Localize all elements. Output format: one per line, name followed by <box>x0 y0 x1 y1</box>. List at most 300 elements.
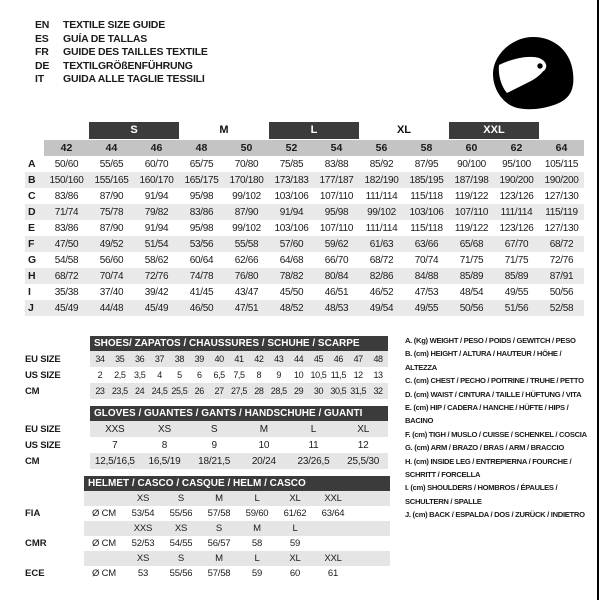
glove-size-value: L <box>310 423 317 435</box>
glove-size-value: 10 <box>258 439 270 451</box>
row-values <box>84 536 390 551</box>
shoe-size-value: 35 <box>115 354 125 364</box>
measurement-value: 83/86 <box>189 206 214 218</box>
shoe-size-value: 28,5 <box>270 386 287 396</box>
row-letter: B <box>28 174 36 186</box>
row-letter: J <box>28 302 34 314</box>
helmet-value-row <box>25 506 390 521</box>
measurement-value: 99/102 <box>232 222 261 234</box>
size-number-row <box>25 140 584 156</box>
table-row <box>25 383 388 399</box>
size-number: 50 <box>224 140 269 156</box>
glove-size-value: 25,5/30 <box>347 455 380 467</box>
language-name: GUÍA DE TALLAS <box>63 32 148 45</box>
shoe-size-value: 23 <box>95 386 105 396</box>
measurement-value: 75/78 <box>99 206 124 218</box>
glove-size-value: 23/26,5 <box>297 455 330 467</box>
shoe-size-value: 39 <box>194 354 204 364</box>
helmet-size-label: M <box>253 523 261 534</box>
row-values <box>84 566 390 581</box>
helmet-size-value: 55/56 <box>169 568 193 579</box>
helmet-size-value: 57/58 <box>207 568 231 579</box>
shoe-size-value: 30 <box>313 386 324 396</box>
size-group-label: M <box>219 124 229 136</box>
measurement-value: 48/53 <box>324 302 349 314</box>
legend-item: J. (cm) BACK / ESPALDA / DOS / ZURÜCK / INDIETRO <box>405 510 585 520</box>
helmet-size-label: XXL <box>324 553 342 564</box>
size-group-label: XXL <box>449 122 539 139</box>
legend-item: G. (cm) ARM / BRAZO / BRAS / ARM / BRACCIO <box>405 443 564 453</box>
measurement-value: 83/88 <box>324 158 349 170</box>
helmet-size-value: 61/62 <box>283 508 307 519</box>
language-code: ES <box>35 32 49 45</box>
measurement-value: 83/86 <box>54 222 79 234</box>
size-number: 62 <box>494 140 539 156</box>
helmet-size-label: S <box>177 493 185 504</box>
glove-size-value: 20/24 <box>251 455 276 467</box>
size-number: 64 <box>539 140 584 156</box>
glove-size-value: XXS <box>105 423 125 435</box>
measurement-value: 51/54 <box>144 238 169 250</box>
legend-item: C. (cm) CHEST / PECHO / POITRINE / TRUHE / PETTO <box>405 376 584 386</box>
measurement-value: 83/86 <box>54 190 79 202</box>
measurement-value: 170/180 <box>229 174 264 186</box>
measurement-value: 70/74 <box>414 254 439 266</box>
row-values <box>84 506 390 521</box>
measurement-value: 52/58 <box>549 302 574 314</box>
measurement-value: 111/114 <box>365 190 398 202</box>
table-row-label: EU SIZE <box>25 353 61 365</box>
row-letter: G <box>28 254 37 266</box>
measurement-value: 70/74 <box>99 270 124 282</box>
helmet-size-label: M <box>215 553 223 564</box>
measurement-value: 91/94 <box>279 206 304 218</box>
measurement-value: 150/160 <box>49 174 84 186</box>
measurement-row <box>25 156 584 172</box>
language-code: FR <box>35 46 49 59</box>
shoe-size-value: 2,5 <box>114 370 126 380</box>
table-row-label: CM <box>25 455 40 467</box>
row-letter: C <box>28 190 36 202</box>
shoe-size-value: 7,5 <box>233 370 245 380</box>
measurement-value: 95/98 <box>189 190 214 202</box>
measurement-value: 68/72 <box>54 270 79 282</box>
table-row-label: EU SIZE <box>25 423 61 435</box>
shoe-size-value: 32 <box>373 386 383 396</box>
measurement-value: 54/58 <box>54 254 79 266</box>
measurement-value: 46/50 <box>189 302 214 314</box>
row-values <box>90 351 388 367</box>
helmet-size-row <box>25 521 390 536</box>
shoe-size-value: 43 <box>274 354 284 364</box>
measurement-value: 173/183 <box>274 174 309 186</box>
measurement-row <box>25 188 584 204</box>
measurement-value: 50/56 <box>459 302 484 314</box>
measurement-value: 91/94 <box>144 190 169 202</box>
measurement-value: 90/100 <box>457 158 486 170</box>
shoe-size-value: 25,5 <box>171 386 188 396</box>
shoe-size-value: 44 <box>293 354 304 364</box>
measurement-value: 55/65 <box>99 158 124 170</box>
measurement-value: 103/106 <box>274 222 309 234</box>
helmet-size-label: XL <box>289 553 301 564</box>
measurement-value: 59/62 <box>324 238 349 250</box>
language-code: EN <box>35 19 50 31</box>
shoe-size-value: 27,5 <box>231 386 247 396</box>
measurement-value: 48/52 <box>279 302 304 314</box>
legend-item: H. (cm) INSIDE LEG / ENTREPIERNA / FOURCHE / SCHRITT / FORCELLA <box>405 456 572 480</box>
measurement-row <box>25 284 584 300</box>
measurement-value: 49/55 <box>504 286 529 298</box>
row-values <box>84 551 390 566</box>
shoe-size-value: 34 <box>95 354 105 364</box>
language-name: TEXTILGRÖßENFÜHRUNG <box>63 59 193 72</box>
helmet-standard-label: ECE <box>25 568 45 579</box>
table-row <box>25 453 388 469</box>
language-header <box>35 19 208 87</box>
size-group-row <box>25 122 584 139</box>
glove-size-value: XS <box>158 423 171 435</box>
measurement-value: 115/119 <box>545 206 578 218</box>
measurement-value: 119/122 <box>454 190 489 202</box>
measurement-value: 68/72 <box>549 238 574 250</box>
measurement-value: 70/80 <box>234 158 259 170</box>
measurement-value: 46/51 <box>324 286 349 298</box>
helmet-size-label: L <box>292 523 298 534</box>
measurement-value: 58/62 <box>144 254 169 266</box>
shoes-table <box>25 336 388 399</box>
gloves-table <box>25 406 388 469</box>
row-values <box>84 491 390 506</box>
measurement-value: 99/102 <box>232 190 261 202</box>
row-letter: F <box>28 238 35 250</box>
language-name: GUIDA ALLE TAGLIE TESSILI <box>63 73 205 86</box>
language-code: IT <box>35 73 44 86</box>
shoe-size-value: 9 <box>276 370 282 380</box>
helmet-size-label: XL <box>289 493 301 504</box>
measurement-value: 71/75 <box>504 254 529 266</box>
measurement-value: 111/114 <box>365 222 398 234</box>
helmet-size-value: 63/64 <box>321 508 345 519</box>
row-letter: E <box>28 222 36 234</box>
textile-size-table <box>25 122 584 316</box>
table-row-label: US SIZE <box>25 439 61 451</box>
legend-item: F. (cm) TIGH / MUSLO / CUISSE / SCHENKEL / COSCIA <box>405 429 587 439</box>
measurement-value: 105/115 <box>544 158 579 170</box>
measurement-value: 85/92 <box>369 158 394 170</box>
helmet-size-row <box>25 551 390 566</box>
size-number: 52 <box>269 140 314 156</box>
helmet-size-label: XS <box>174 523 188 534</box>
measurement-row <box>25 172 584 188</box>
legend-item: A. (Kg) WEIGHT / PESO / POIDS / GEWITCH / PESO <box>405 336 576 345</box>
measurement-value: 49/52 <box>99 238 124 250</box>
glove-size-value: 7 <box>112 439 118 451</box>
measurement-value: 39/42 <box>144 286 169 298</box>
measurement-value: 111/114 <box>500 206 533 218</box>
measurement-value: 46/52 <box>369 286 394 298</box>
glove-size-value: S <box>210 423 218 435</box>
measurement-row <box>25 268 584 284</box>
helmet-size-value: 59/60 <box>245 508 269 519</box>
shoes-title-bar: SHOES/ ZAPATOS / CHAUSSURES / SCHUHE / SCARPE <box>90 336 388 351</box>
glove-size-value: 18/21,5 <box>198 455 231 467</box>
shoe-size-value: 27 <box>214 386 224 396</box>
measurement-value: 78/82 <box>279 270 304 282</box>
row-values <box>84 521 390 536</box>
helmet-size-label: S <box>177 553 185 564</box>
table-row-label: CM <box>25 385 40 397</box>
size-number: 46 <box>134 140 179 156</box>
measurement-value: 48/54 <box>459 286 484 298</box>
diameter-label: Ø CM <box>91 508 116 519</box>
diameter-label: Ø CM <box>91 538 116 549</box>
racing-helmet-icon <box>487 34 579 114</box>
helmet-size-value: 53 <box>137 568 149 579</box>
shoe-size-value: 23,5 <box>111 386 128 396</box>
shoe-size-value: 26 <box>194 386 204 396</box>
table-row <box>25 367 388 383</box>
shoe-size-value: 37 <box>154 354 165 364</box>
measurement-value: 60/70 <box>144 158 169 170</box>
row-values <box>90 453 388 469</box>
measurement-value: 57/60 <box>279 238 304 250</box>
measurement-value: 87/90 <box>234 206 259 218</box>
size-number: 42 <box>44 140 89 156</box>
shoe-size-value: 12 <box>353 370 363 380</box>
measurement-value: 45/49 <box>54 302 79 314</box>
measurement-value: 160/170 <box>139 174 174 186</box>
measurement-value: 72/76 <box>144 270 169 282</box>
language-row <box>35 19 208 33</box>
measurement-value: 87/90 <box>99 190 124 202</box>
glove-size-value: 11 <box>308 439 319 451</box>
helmet-size-value: 59 <box>251 568 263 579</box>
measurement-value: 53/56 <box>189 238 214 250</box>
language-row <box>35 33 208 47</box>
helmet-size-value: 56/57 <box>207 538 231 549</box>
measurement-value: 80/84 <box>324 270 349 282</box>
helmet-size-row <box>25 491 390 506</box>
size-group-label: XL <box>396 124 412 136</box>
measurement-value: 64/68 <box>279 254 304 266</box>
measurement-value: 95/100 <box>502 158 531 170</box>
measurement-value: 187/198 <box>454 174 489 186</box>
shoe-size-value: 36 <box>135 354 145 364</box>
measurement-value: 56/60 <box>99 254 124 266</box>
helmet-value-row <box>25 536 390 551</box>
helmet-standard-label: CMR <box>25 538 47 549</box>
glove-size-value: M <box>259 423 268 435</box>
shoe-size-value: 2 <box>97 370 103 380</box>
row-letter: A <box>28 158 36 170</box>
shoe-size-value: 24 <box>135 386 145 396</box>
measurement-value: 44/48 <box>99 302 124 314</box>
table-row <box>25 421 388 437</box>
measurement-value: 123/126 <box>499 222 534 234</box>
helmet-size-value: 61 <box>327 568 339 579</box>
language-code: DE <box>35 59 50 72</box>
measurement-value: 85/89 <box>504 270 529 282</box>
helmet-size-label: S <box>215 523 223 534</box>
measurement-value: 49/54 <box>369 302 394 314</box>
language-name: GUIDE DES TAILLES TEXTILE <box>63 46 208 59</box>
measurement-value: 123/126 <box>499 190 534 202</box>
legend-item: E. (cm) HIP / CADERA / HANCHE / HÜFTE / HIPS / BACINO <box>405 403 569 426</box>
helmet-title-bar: HELMET / CASCO / CASQUE / HELM / CASCO <box>84 476 390 491</box>
shoe-size-value: 47 <box>353 354 363 364</box>
shoe-size-value: 42 <box>254 354 264 364</box>
language-row <box>35 60 208 74</box>
measurement-value: 182/190 <box>364 174 399 186</box>
measurement-value: 177/187 <box>319 174 354 186</box>
shoe-size-value: 40 <box>214 354 224 364</box>
helmet-table <box>25 476 390 581</box>
helmet-size-label: XXS <box>133 523 153 534</box>
measurement-value: 55/58 <box>234 238 259 250</box>
shoe-size-value: 5 <box>177 370 182 380</box>
measurement-value: 190/200 <box>544 174 579 186</box>
shoe-size-value: 10,5 <box>310 370 327 380</box>
measurement-value: 62/66 <box>234 254 259 266</box>
measurement-value: 74/78 <box>189 270 214 282</box>
measurement-value: 45/49 <box>144 302 169 314</box>
size-number: 56 <box>359 140 404 156</box>
measurement-value: 115/118 <box>410 222 443 234</box>
glove-size-value: 12,5/16,5 <box>94 455 135 467</box>
helmet-size-label: M <box>215 493 223 504</box>
measurement-row <box>25 300 584 316</box>
helmet-value-row <box>25 566 390 581</box>
measurement-value: 60/64 <box>189 254 214 266</box>
size-number: 54 <box>314 140 359 156</box>
measurement-value: 49/55 <box>414 302 439 314</box>
measurement-value: 47/51 <box>234 302 259 314</box>
shoe-size-value: 45 <box>313 354 324 364</box>
measurement-value: 72/76 <box>549 254 574 266</box>
glove-size-value: 8 <box>161 439 168 451</box>
measurement-value: 47/53 <box>414 286 439 298</box>
measurement-value: 119/122 <box>454 222 489 234</box>
measurement-value: 50/56 <box>549 286 574 298</box>
shoe-size-value: 6,5 <box>213 370 225 380</box>
language-name: TEXTILE SIZE GUIDE <box>63 19 165 31</box>
shoe-size-value: 13 <box>373 370 383 380</box>
helmet-size-value: 57/58 <box>207 508 231 519</box>
glove-size-value: 12 <box>357 439 369 451</box>
measurement-value: 65/68 <box>459 238 484 250</box>
table-row <box>25 437 388 453</box>
measurement-value: 107/110 <box>319 190 354 202</box>
legend-item: B. (cm) HEIGHT / ALTURA / HAUTEUR / HÖHE / ALTEZZA <box>405 349 562 372</box>
helmet-size-value: 60 <box>289 568 301 579</box>
shoe-size-value: 28 <box>254 386 264 396</box>
helmet-size-label: L <box>254 553 260 564</box>
helmet-size-label: XS <box>136 553 150 564</box>
diameter-label: Ø CM <box>91 568 116 579</box>
measurement-value: 71/75 <box>459 254 484 266</box>
measurement-value: 107/110 <box>454 206 489 218</box>
glove-size-value: 16,5/19 <box>148 455 181 467</box>
measurement-value: 95/98 <box>189 222 214 234</box>
measurement-value: 37/40 <box>99 286 124 298</box>
measurement-value: 190/200 <box>499 174 534 186</box>
helmet-size-value: 58 <box>251 538 263 549</box>
row-values <box>90 367 388 383</box>
page-border-line <box>597 0 599 600</box>
measurement-value: 79/82 <box>144 206 169 218</box>
gloves-title-bar: GLOVES / GUANTES / GANTS / HANDSCHUHE / GUANTI <box>90 406 388 421</box>
measurement-value: 127/130 <box>544 190 579 202</box>
measurement-value: 67/70 <box>504 238 529 250</box>
measurement-value: 76/80 <box>234 270 259 282</box>
measurement-value: 35/38 <box>54 286 79 298</box>
measurement-value: 85/89 <box>459 270 484 282</box>
row-letter: H <box>28 270 36 282</box>
measurement-value: 63/66 <box>414 238 439 250</box>
measurement-value: 84/88 <box>414 270 439 282</box>
size-number: 60 <box>449 140 494 156</box>
table-row-label: US SIZE <box>25 369 61 381</box>
measurement-value: 95/98 <box>324 206 349 218</box>
measurement-value: 185/195 <box>409 174 444 186</box>
measurement-value: 82/86 <box>369 270 394 282</box>
row-values <box>90 421 388 437</box>
measurement-value: 165/175 <box>184 174 219 186</box>
measurement-value: 107/110 <box>319 222 354 234</box>
shoe-size-value: 31,5 <box>350 386 367 396</box>
measurement-row <box>25 236 584 252</box>
language-row <box>35 73 208 87</box>
measurement-value: 66/70 <box>324 254 349 266</box>
measurement-row <box>25 252 584 268</box>
measurement-legend <box>405 334 591 522</box>
table-row <box>25 351 388 367</box>
glove-size-value: 9 <box>211 439 217 451</box>
measurement-value: 50/60 <box>54 158 79 170</box>
measurement-row <box>25 220 584 236</box>
helmet-size-value: 54/55 <box>169 538 193 549</box>
size-number: 44 <box>89 140 134 156</box>
size-number: 48 <box>179 140 224 156</box>
shoe-size-value: 48 <box>373 354 383 364</box>
measurement-value: 41/45 <box>189 286 214 298</box>
helmet-size-value: 59 <box>289 538 301 549</box>
helmet-size-value: 55/56 <box>169 508 193 519</box>
shoe-size-value: 46 <box>333 354 343 364</box>
helmet-size-value: 53/54 <box>131 508 155 519</box>
size-group-label: S <box>89 122 179 139</box>
shoe-size-value: 38 <box>174 354 184 364</box>
shoe-size-value: 29 <box>293 386 304 396</box>
legend-item: D. (cm) WAIST / CINTURA / TAILLE / HÜFTUNG / VITA <box>405 389 582 399</box>
shoe-size-value: 8 <box>256 370 262 380</box>
measurement-value: 103/106 <box>274 190 309 202</box>
measurement-value: 87/91 <box>549 270 574 282</box>
shoe-size-value: 10 <box>293 370 304 380</box>
glove-size-value: XL <box>357 423 370 435</box>
measurement-value: 47/50 <box>54 238 79 250</box>
shoe-size-value: 3,5 <box>134 370 146 380</box>
measurement-value: 91/94 <box>144 222 169 234</box>
size-group-label: L <box>269 122 359 139</box>
shoe-size-value: 6 <box>196 370 202 380</box>
language-row <box>35 46 208 60</box>
measurement-value: 127/130 <box>544 222 579 234</box>
helmet-standard-label: FIA <box>25 508 41 519</box>
row-letter: I <box>28 286 31 298</box>
measurement-value: 71/74 <box>54 206 79 218</box>
